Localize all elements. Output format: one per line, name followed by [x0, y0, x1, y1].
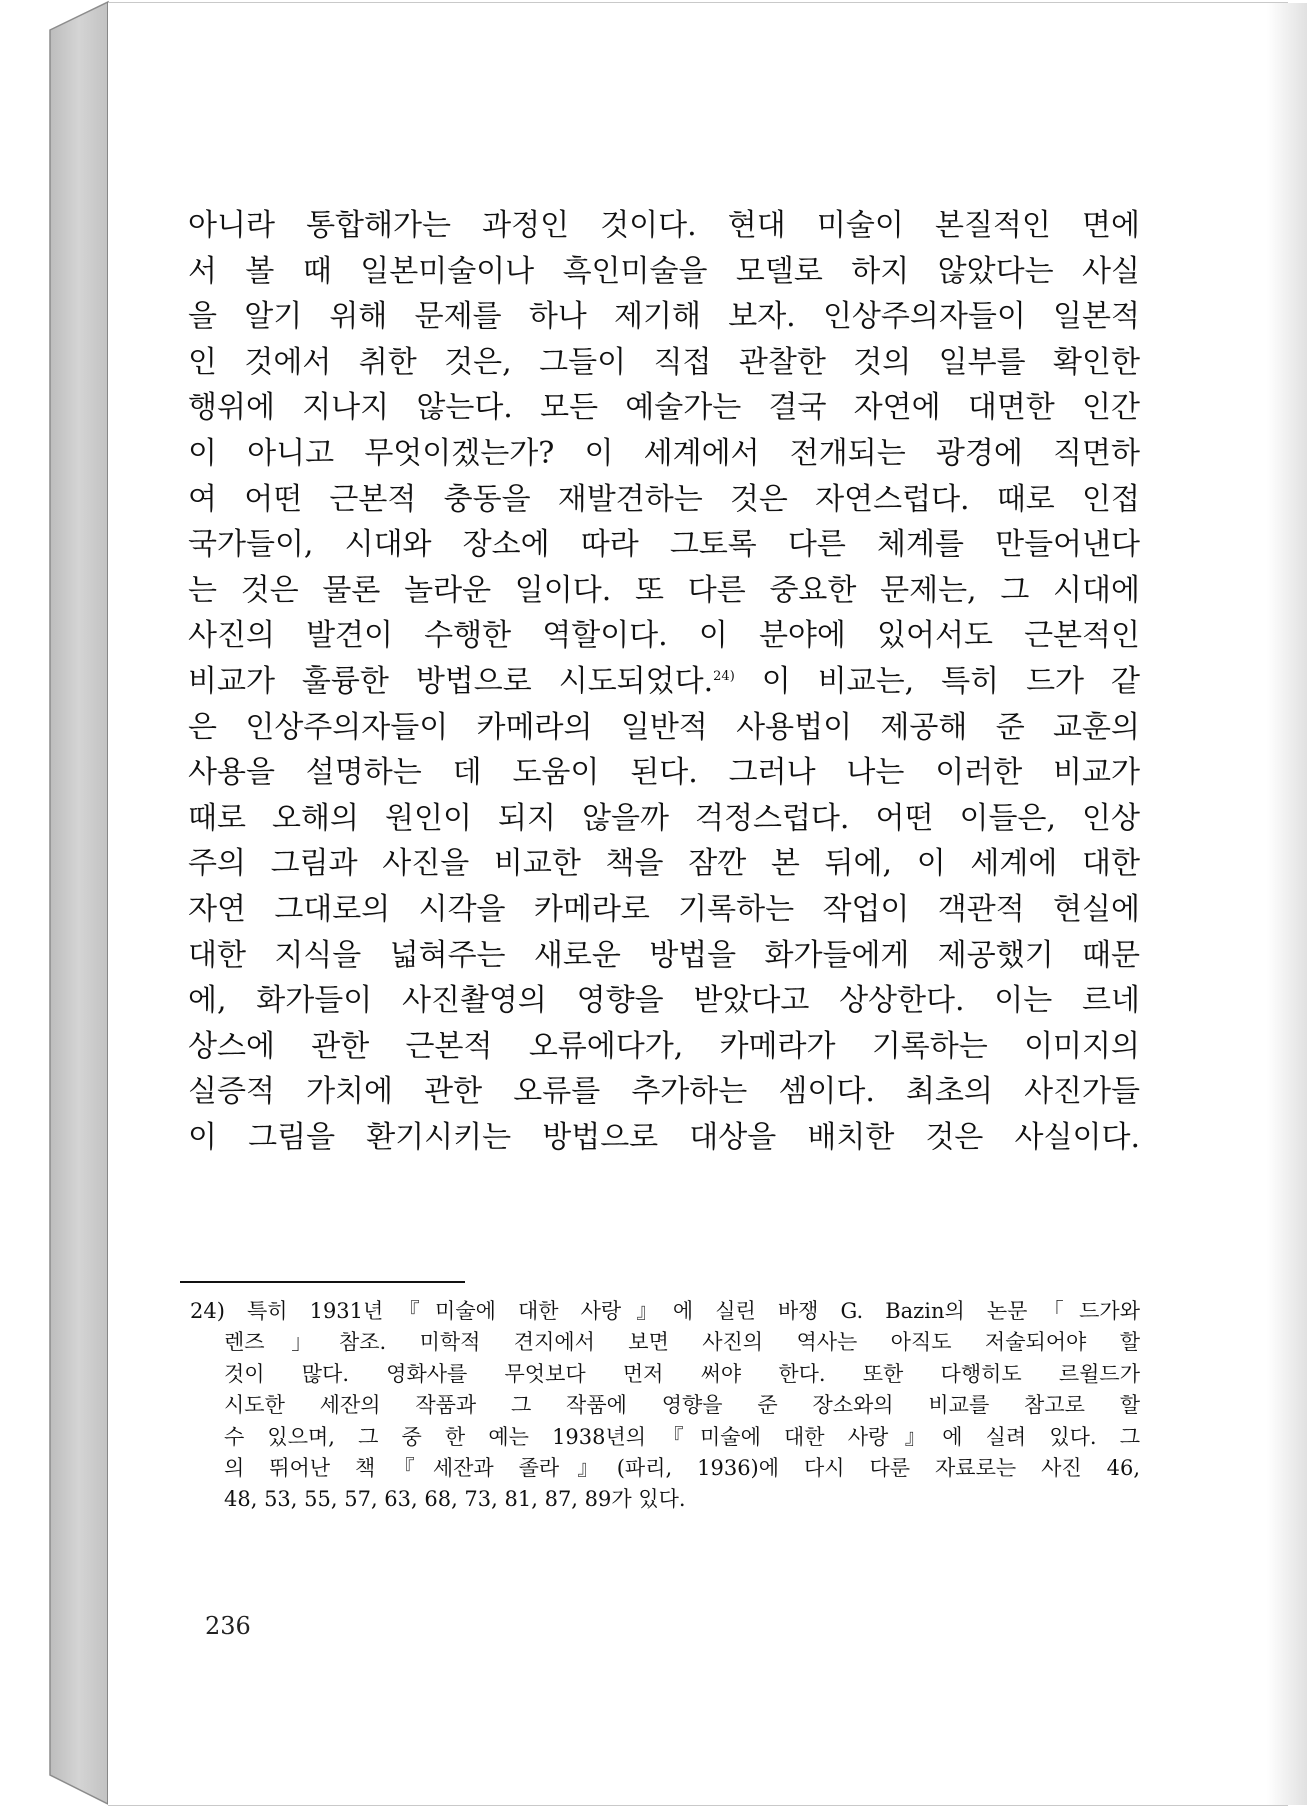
footnote-line: 수 있으며, 그 중 한 예는 1938년의『미술에 대한 사랑』에 실려 있다. 그 — [224, 1424, 1140, 1449]
footnote — [190, 1296, 1140, 1516]
body-line: 때로 오해의 원인이 되지 않을까 걱정스럽다. 어떤 이들은, 인상 — [188, 800, 1140, 836]
body-line: 에, 화가들이 사진촬영의 영향을 받았다고 상상한다. 이는 르네 — [188, 983, 1140, 1019]
footnote-line: 의 뛰어난 책『세잔과 졸라』(파리, 1936)에 다시 다룬 자료로는 사진 46, — [224, 1455, 1140, 1480]
body-line: 국가들이, 시대와 장소에 따라 그토록 다른 체계를 만들어낸다 — [188, 527, 1140, 563]
body-text-segment: 비교가 훌륭한 방법으로 시도되었다. — [188, 663, 714, 699]
body-text-segment: 이 비교는, 특히 드가 같 — [734, 663, 1140, 699]
page-edge-shadow — [1267, 3, 1307, 1805]
body-line-with-footnote-ref — [188, 659, 1140, 705]
body-line: 자연 그대로의 시각을 카메라로 기록하는 작업이 객관적 현실에 — [188, 891, 1140, 927]
body-line: 은 인상주의자들이 카메라의 일반적 사용법이 제공해 준 교훈의 — [188, 709, 1140, 745]
footnote-line: 것이 많다. 영화사를 무엇보다 먼저 써야 한다. 또한 다행히도 르윌드가 — [224, 1361, 1140, 1386]
body-line: 는 것은 물론 놀라운 일이다. 또 다른 중요한 문제는, 그 시대에 — [188, 572, 1140, 608]
body-line: 여 어떤 근본적 충동을 재발견하는 것은 자연스럽다. 때로 인접 — [188, 481, 1140, 517]
body-line: 이 아니고 무엇이겠는가? 이 세계에서 전개되는 광경에 직면하 — [188, 435, 1140, 471]
body-line: 사진의 발견이 수행한 역할이다. 이 분야에 있어서도 근본적인 — [188, 618, 1140, 654]
page-number: 236 — [205, 1612, 251, 1640]
footnote-line: 렌즈」참조. 미학적 견지에서 보면 사진의 역사는 아직도 저술되어야 할 — [224, 1330, 1140, 1355]
body-line: 인 것에서 취한 것은, 그들이 직접 관찰한 것의 일부를 확인한 — [188, 344, 1140, 380]
body-line: 을 알기 위해 문제를 하나 제기해 보자. 인상주의자들이 일본적 — [188, 299, 1140, 335]
body-line: 서 볼 때 일본미술이나 흑인미술을 모델로 하지 않았다는 사실 — [188, 253, 1140, 289]
body-line: 실증적 가치에 관한 오류를 추가하는 셈이다. 최초의 사진가들 — [188, 1074, 1140, 1110]
footnote-line: 24) 특히 1931년『미술에 대한 사랑』에 실린 바쟁 G. Bazin의 논문「드가와 — [190, 1299, 1140, 1323]
body-line: 이 그림을 환기시키는 방법으로 대상을 배치한 것은 사실이다. — [188, 1119, 1140, 1155]
body-line: 아니라 통합해가는 과정인 것이다. 현대 미술이 본질적인 면에 — [188, 208, 1140, 243]
body-line: 사용을 설명하는 데 도움이 된다. 그러나 나는 이러한 비교가 — [188, 755, 1140, 791]
footnote-line: 시도한 세잔의 작품과 그 작품에 영향을 준 장소와의 비교를 참고로 할 — [224, 1393, 1140, 1418]
body-line: 대한 지식을 넓혀주는 새로운 방법을 화가들에게 제공했기 때문 — [188, 937, 1140, 973]
body-line: 주의 그림과 사진을 비교한 책을 잠깐 본 뒤에, 이 세계에 대한 — [188, 846, 1140, 882]
footnote-line: 48, 53, 55, 57, 63, 68, 73, 81, 87, 89가 있다. — [224, 1487, 686, 1512]
footnote-reference[interactable]: 24) — [713, 668, 735, 684]
body-line: 상스에 관한 근본적 오류에다가, 카메라가 기록하는 이미지의 — [188, 1028, 1140, 1064]
body-text — [188, 203, 1140, 1160]
body-line: 행위에 지나지 않는다. 모든 예술가는 결국 자연에 대면한 인간 — [188, 390, 1140, 426]
footnote-divider — [180, 1281, 465, 1283]
